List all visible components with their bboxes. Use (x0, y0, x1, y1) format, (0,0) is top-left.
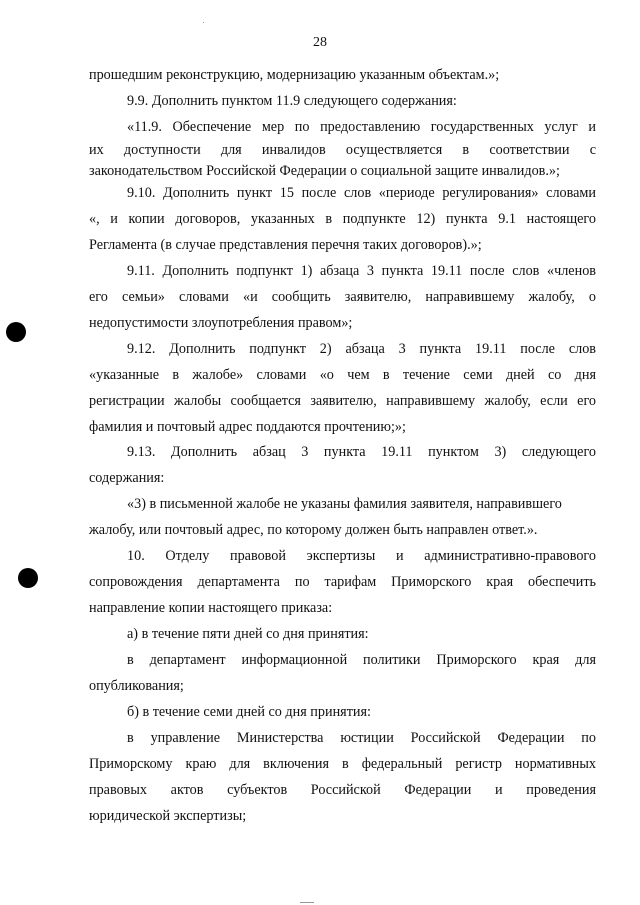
text-line: сопровождения департамента по тарифам Приморского края обеспечить (89, 574, 596, 590)
text-line: 9.10. Дополнить пункт 15 после слов «периоде регулирования» словами (127, 185, 596, 201)
text-line: «3) в письменной жалобе не указаны фамилия заявителя, направившего (127, 496, 562, 512)
scan-mark-bottom (300, 902, 314, 903)
text-line: направление копии настоящего приказа: (89, 600, 333, 616)
page-number: 28 (313, 35, 327, 50)
text-line: в управление Министерства юстиции Российской Федерации по (127, 730, 596, 746)
text-line: а) в течение пяти дней со дня принятия: (127, 626, 369, 642)
text-line: жалобу, или почтовый адрес, по которому должен быть направлен ответ.». (89, 522, 538, 538)
scan-mark-top (203, 22, 204, 23)
text-line: 9.13. Дополнить абзац 3 пункта 19.11 пунктом 3) следующего (127, 444, 596, 460)
text-line: Регламента (в случае представления перечня таких договоров).»; (89, 237, 482, 253)
text-line: прошедшим реконструкцию, модернизацию указанным объектам.»; (89, 67, 500, 83)
text-line: регистрации жалобы сообщается заявителю, направившему жалобу, если его (89, 393, 596, 409)
text-line: «указанные в жалобе» словами «о чем в течение семи дней со дня (89, 367, 596, 383)
text-line: 9.11. Дополнить подпункт 1) абзаца 3 пункта 19.11 после слов «членов (127, 263, 596, 279)
text-line: в департамент информационной политики Приморского края для (127, 652, 596, 668)
text-line: юридической экспертизы; (89, 808, 247, 824)
text-line: фамилия и почтовый адрес поддаются прочтению;»; (89, 419, 406, 435)
punch-hole-top (6, 322, 26, 342)
text-line: его семьи» словами «и сообщить заявителю, направившему жалобу, о (89, 289, 596, 305)
text-line: б) в течение семи дней со дня принятия: (127, 704, 371, 720)
text-line: законодательством Российской Федерации о социальной защите инвалидов.»; (89, 163, 560, 179)
text-line: недопустимости злоупотребления правом»; (89, 315, 353, 331)
text-line: «, и копии договоров, указанных в подпункте 12) пункта 9.1 настоящего (89, 211, 596, 227)
text-line: содержания: (89, 470, 165, 486)
text-line: 9.12. Дополнить подпункт 2) абзаца 3 пункта 19.11 после слов (127, 341, 596, 357)
punch-hole-bottom (18, 568, 38, 588)
text-line: Приморскому краю для включения в федеральный регистр нормативных (89, 756, 596, 772)
text-line: опубликования; (89, 678, 184, 694)
text-line: их доступности для инвалидов осуществляется в соответствии с (89, 142, 596, 158)
text-line: 9.9. Дополнить пунктом 11.9 следующего содержания: (127, 93, 457, 109)
text-line: правовых актов субъектов Российской Федерации и проведения (89, 782, 596, 798)
text-line: 10. Отделу правовой экспертизы и административно-правового (127, 548, 596, 564)
text-line: «11.9. Обеспечение мер по предоставлению государственных услуг и (127, 119, 596, 135)
